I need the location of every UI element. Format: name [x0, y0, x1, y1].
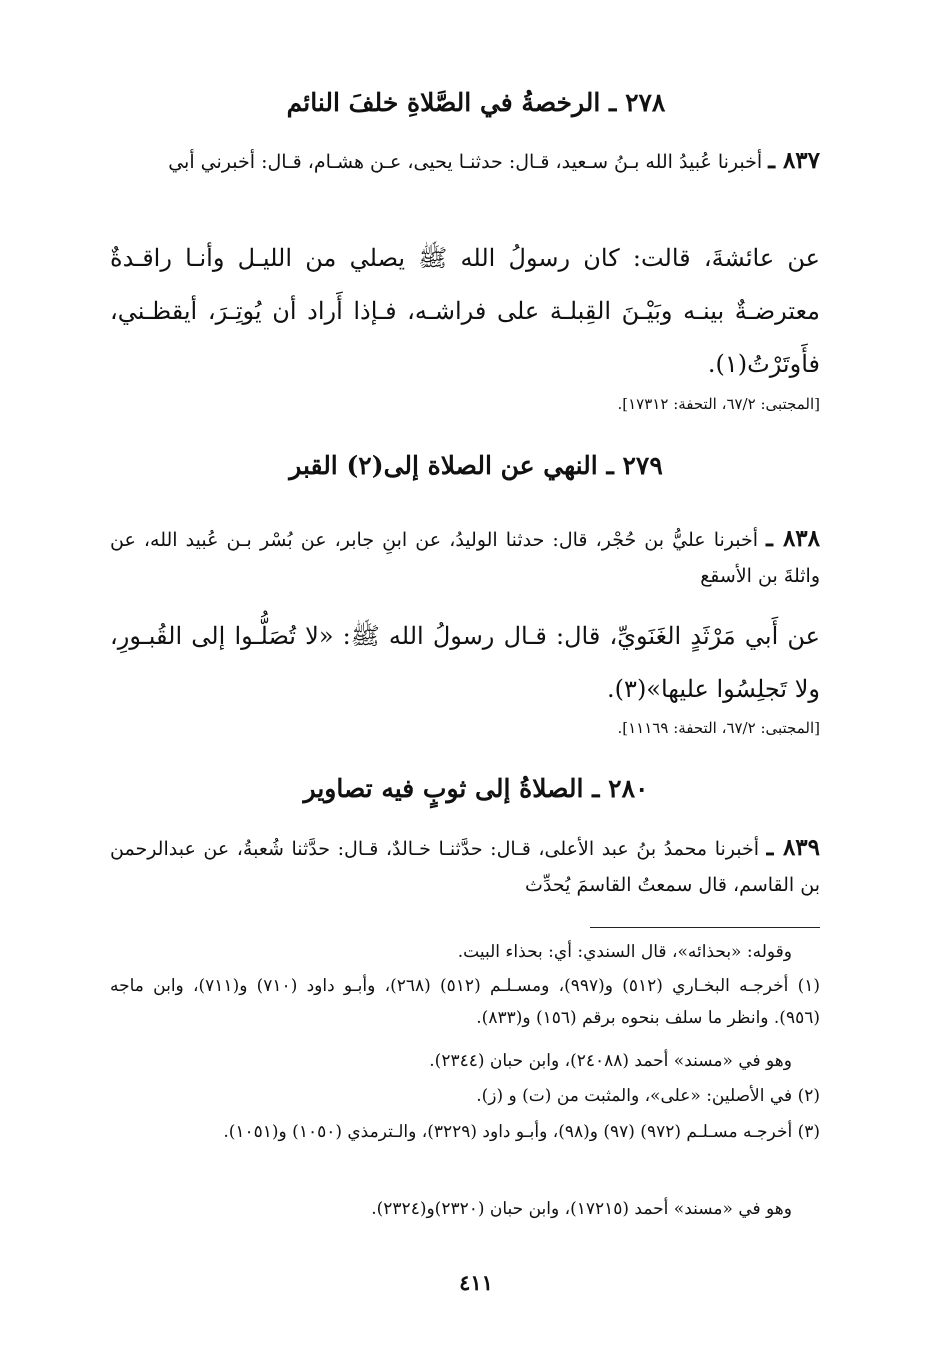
footnote-1: (١) أخرجـه البخـاري (٥١٢) و(٩٩٧)، ومسـلـم (٥١٢) (٢٦٨)، وأبـو داود (٧١٠) و(٧١١)، وابن ماجه (٩٥٦). وانظر ما سلف بنحوه برقم (١٥٦) و(٨٣٣). — [110, 976, 820, 1028]
chapter-heading-280: ٢٨٠ ـ الصلاةُ إلى ثوبٍ فيه تصاوير — [303, 774, 649, 803]
footnote-continuation: وقوله: «بحذائه»، قال السندي: أي: بحذاء البيت. — [457, 942, 792, 962]
footnote-separator — [590, 927, 820, 928]
hadith-838-text: عن أَبي مَرْثَدٍ الغَنَويِّ، قال: قـال رسولُ الله ﷺ: «لا تُصَلُّـوا إلى القُبـورِ، ولا تَجلِسُوا عليها»(٣). — [110, 622, 820, 703]
hadith-837-text: عن عائشةَ، قالت: كان رسولُ الله ﷺ يصلي من الليـل وأنـا راقـدةٌ معترضـةٌ بينـه وبَيْـنَ القِبلـة على فراشـه، فـإذا أَراد أن يُوتِـرَ، أيقظـني، فأَوتَرْتُ(١). — [110, 244, 820, 378]
isnad-text: أخبرنا عُبيدُ الله بـنُ سـعيد، قـال: حدثنـا يحيى، عـن هشـام، قـال: أخبرني أبي — [168, 151, 763, 173]
hadith-number: ٨٣٨ ـ — [766, 525, 820, 552]
footnote-3-addendum: وهو في «مسند» أحمد (١٧٢١٥)، وابن حبان (٢٣٢٠)و(٢٣٢٤). — [371, 1199, 792, 1219]
isnad-text: أخبرنا محمدُ بنُ عبد الأعلى، قـال: حدَّثنـا خـالدٌ، قـال: حدَّثنا شُعبةُ، عن عبدالرحمن بن القاسم، قال سمعتُ القاسمَ يُحدِّث — [110, 838, 820, 896]
page-number: ٤١١ — [459, 1270, 493, 1295]
hadith-839-isnad — [110, 830, 820, 903]
hadith-number: ٨٣٩ ـ — [766, 834, 820, 861]
hadith-837-reference: [المجتبى: ٦٧/٢، التحفة: ١٧٣١٢]. — [617, 395, 820, 413]
hadith-838-reference: [المجتبى: ٦٧/٢، التحفة: ١١١٦٩]. — [617, 719, 820, 737]
chapter-heading-278: ٢٧٨ ـ الرخصةُ في الصَّلاةِ خلفَ النائم — [286, 88, 666, 117]
hadith-837-isnad — [110, 143, 820, 180]
hadith-number: ٨٣٧ ـ — [768, 147, 820, 174]
footnote-2: (٢) في الأصلين: «على»، والمثبت من (ت) و (ز). — [476, 1086, 820, 1106]
chapter-heading-279: ٢٧٩ ـ النهي عن الصلاة إلى(٢) القبر — [289, 451, 663, 480]
hadith-838-isnad — [110, 521, 820, 594]
footnote-3: (٣) أخرجـه مسـلـم (٩٧٢) (٩٧) و(٩٨)، وأبـو داود (٣٢٢٩)، والـترمذي (١٠٥٠) و(١٠٥١). — [223, 1122, 820, 1142]
footnote-1-addendum: وهو في «مسند» أحمد (٢٤٠٨٨)، وابن حبان (٢٣٤٤). — [429, 1051, 792, 1071]
isnad-text: أخبرنا عليُّ بن حُجْر، قال: حدثنا الوليدُ، عن ابنِ جابر، عن بُسْر بـن عُبيد الله، عن واثلةَ بن الأسقع — [110, 529, 820, 587]
